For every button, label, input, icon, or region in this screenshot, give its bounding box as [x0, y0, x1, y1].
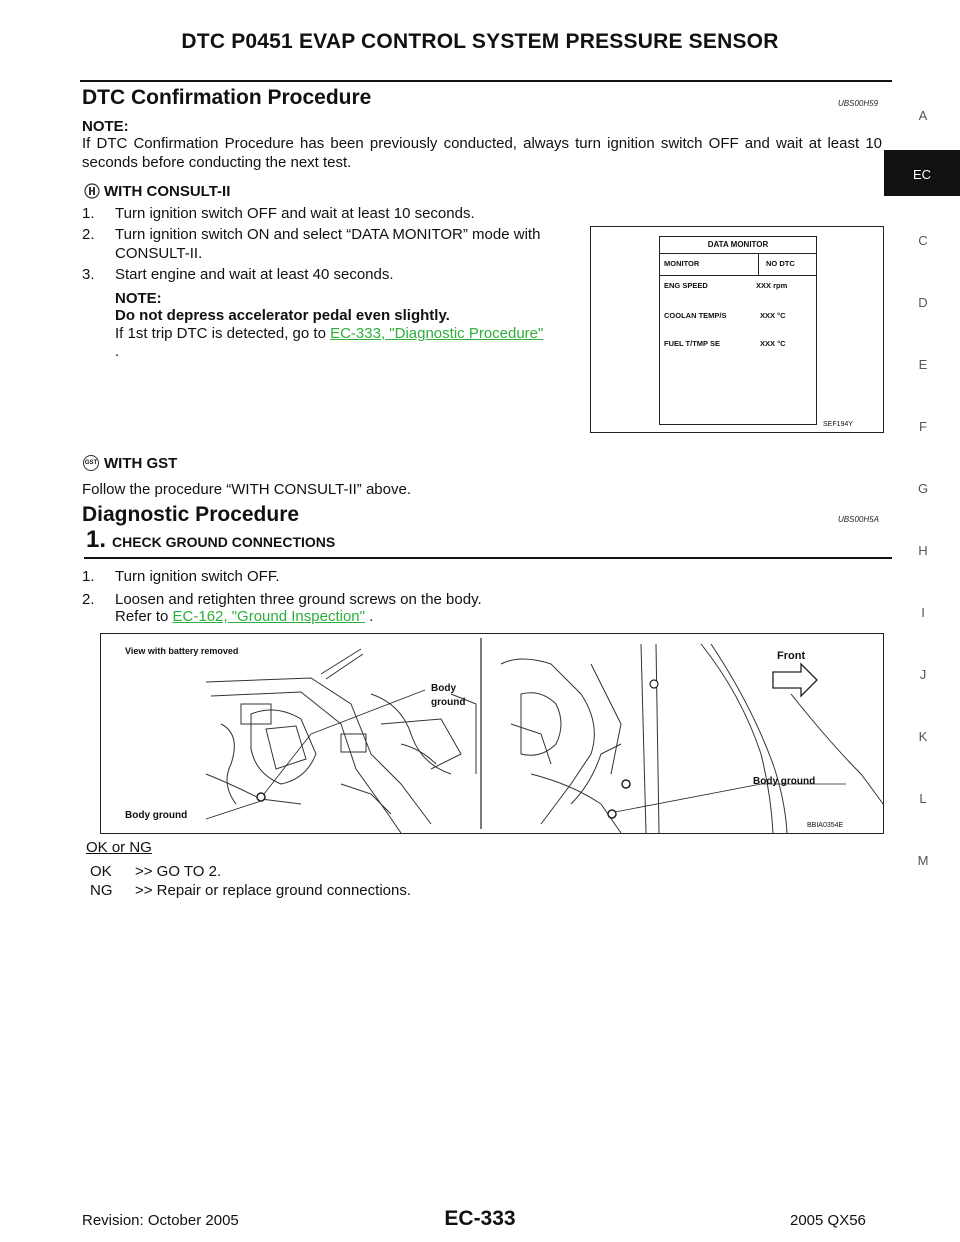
monitor-row-label: COOLAN TEMP/S: [664, 311, 727, 320]
sidebar-letter-h[interactable]: H: [918, 543, 928, 558]
refer-post: .: [364, 608, 374, 625]
monitor-col-nodtc: NO DTC: [766, 259, 795, 268]
consult-icon: [84, 183, 100, 204]
monitor-screen: [659, 236, 817, 425]
consult-heading: WITH CONSULT-II: [104, 183, 231, 200]
step-3-text: Start engine and wait at least 40 seconds.: [115, 266, 394, 283]
sidebar-letter-a[interactable]: A: [918, 108, 928, 123]
step3-note-line: [115, 324, 543, 343]
step-2-text: Turn ignition switch ON and select “DATA MONITOR” mode with CONSULT-II.: [115, 226, 541, 262]
step-number: 1.: [86, 526, 107, 553]
body-ground-right-label: Body ground: [753, 776, 816, 787]
monitor-row-value: XXX °C: [760, 339, 786, 348]
gst-icon: GST: [83, 455, 99, 471]
section-code: UBS00H59: [838, 99, 879, 108]
diag-item-1-text: Turn ignition switch OFF.: [115, 568, 280, 585]
view-label: View with battery removed: [125, 646, 239, 656]
step3-note-bold: Do not depress accelerator pedal even slightly.: [115, 307, 450, 324]
monitor-title: DATA MONITOR: [707, 240, 769, 249]
ng-text: >> Repair or replace ground connections.: [135, 882, 412, 899]
step3-note-post: .: [115, 343, 120, 360]
page-title: DTC P0451 EVAP CONTROL SYSTEM PRESSURE SENSOR: [181, 30, 779, 53]
ground-inspection-link[interactable]: EC-162, "Ground Inspection": [172, 608, 365, 625]
footer-page-number: EC-333: [444, 1207, 516, 1230]
monitor-header-rule: [660, 275, 816, 276]
step-rule: [84, 557, 892, 559]
sidebar-letter-j[interactable]: J: [919, 667, 927, 682]
diag-item-2-text: Loosen and retighten three ground screws on the body.: [115, 591, 482, 608]
ok-text: >> GO TO 2.: [135, 863, 222, 880]
monitor-figure-code: SEF194Y: [823, 421, 853, 428]
sidebar-letter-c[interactable]: C: [918, 233, 928, 248]
note-label: NOTE:: [82, 118, 129, 135]
footer-model: 2005 QX56: [790, 1212, 866, 1229]
diag-item-1-num: 1.: [82, 568, 95, 585]
sidebar-letter-d[interactable]: D: [918, 295, 928, 310]
sidebar-letter-l[interactable]: L: [919, 791, 927, 806]
sidebar-letter-m[interactable]: M: [917, 853, 929, 868]
monitor-row-label: ENG SPEED: [664, 281, 708, 290]
ground-figure-drawing: [101, 634, 883, 833]
monitor-title-rule: [660, 253, 816, 254]
front-label: Front: [777, 650, 806, 662]
sidebar-letter-e[interactable]: E: [918, 357, 928, 372]
body-ground-label-b: ground: [431, 697, 466, 708]
monitor-row-value: XXX °C: [760, 311, 786, 320]
step3-note-label: NOTE:: [115, 290, 162, 307]
step-1-num: 1.: [82, 205, 95, 222]
ground-figure: [100, 633, 884, 834]
gst-heading: WITH GST: [104, 455, 178, 472]
note-text: If DTC Confirmation Procedure has been previously conducted, always turn ignition switch OFF and wait at least 10 seconds before conducting the next test.: [82, 135, 882, 171]
sidebar-letter-f[interactable]: F: [919, 419, 927, 434]
front-arrow-icon: [773, 664, 817, 696]
body-ground-left-label: Body ground: [125, 810, 188, 821]
ng-label: NG: [90, 882, 113, 899]
step-1-text: Turn ignition switch OFF and wait at least 10 seconds.: [115, 205, 475, 222]
sidebar-letter-g[interactable]: G: [917, 481, 929, 496]
ok-or-ng: OK or NG: [86, 839, 152, 856]
step-3-num: 3.: [82, 266, 95, 283]
body-ground-label-a: Body: [431, 683, 456, 694]
section-title-diagnostic: Diagnostic Procedure: [82, 503, 300, 526]
monitor-col-divider: [758, 253, 759, 275]
refer-pre: Refer to: [115, 608, 173, 625]
monitor-row-label: FUEL T/TMP SE: [664, 339, 720, 348]
sidebar-letter-k[interactable]: K: [918, 729, 928, 744]
diag-item-2-num: 2.: [82, 591, 95, 608]
data-monitor-figure: [590, 226, 884, 433]
sidebar-letter-i[interactable]: I: [921, 605, 925, 620]
gst-text: Follow the procedure “WITH CONSULT-II” above.: [82, 481, 411, 498]
refer-line: [115, 607, 373, 626]
step-2-num: 2.: [82, 226, 95, 243]
ok-label: OK: [90, 863, 112, 880]
sidebar-letter-ec-active[interactable]: EC: [884, 150, 960, 196]
ground-figure-code: BBIA0354E: [807, 822, 844, 829]
step3-note-pre: If 1st trip DTC is detected, go to: [115, 325, 331, 342]
footer-revision: Revision: October 2005: [82, 1212, 239, 1229]
diagnostic-procedure-link[interactable]: EC-333, "Diagnostic Procedure": [330, 325, 544, 342]
section-title-dtc-confirmation: DTC Confirmation Procedure: [82, 86, 372, 109]
monitor-col-monitor: MONITOR: [664, 259, 700, 268]
header-rule: [80, 80, 892, 82]
monitor-row-value: XXX rpm: [756, 281, 788, 290]
section2-code: UBS00H5A: [838, 515, 879, 524]
step-title: CHECK GROUND CONNECTIONS: [112, 534, 336, 550]
